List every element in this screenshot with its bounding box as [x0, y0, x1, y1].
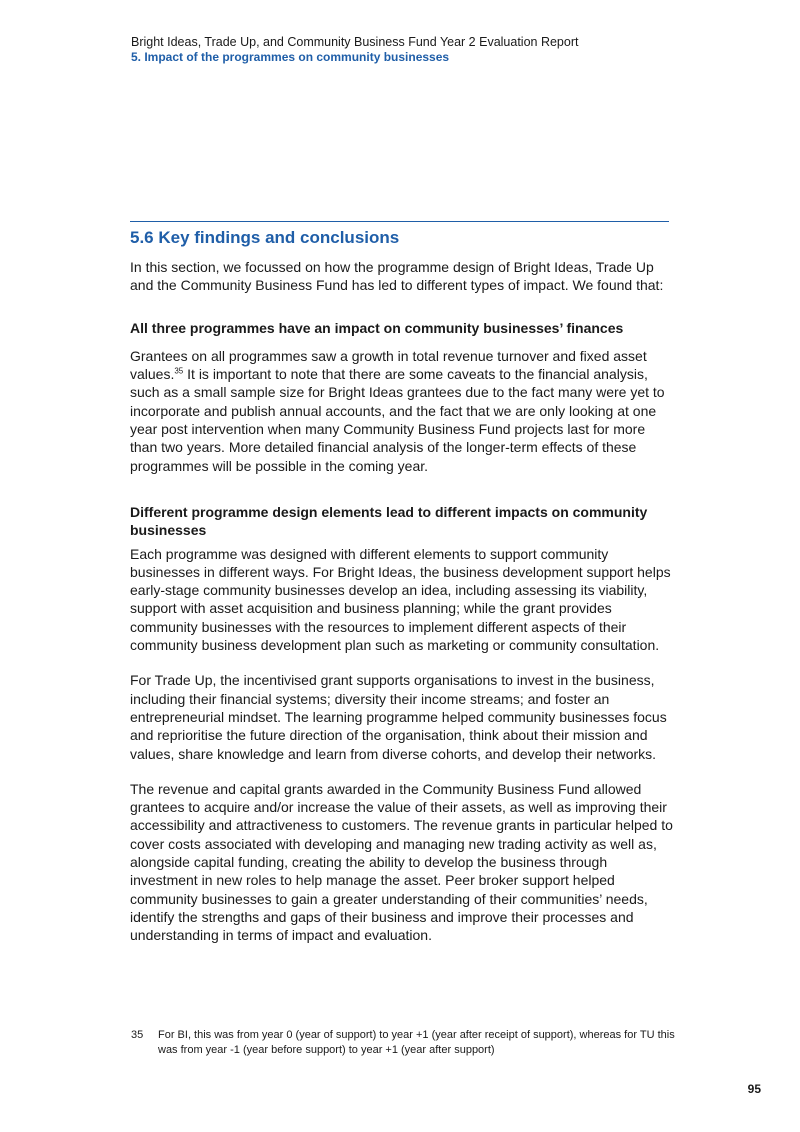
finances-text-end: It is important to note that there are some caveats to the financial analysis, such as a small sample size for Bright Ideas grantees due to the fact many were yet to incorporate and publish annual accounts, and the fact that we are only looking at one year post intervention when many Community Business Fund projects last for more than two years. More detailed financial analysis of the longer-term effects of these programmes will be possible in the coming year.: [130, 366, 665, 474]
footnote-text: For BI, this was from year 0 (year of support) to year +1 (year after receipt of support), whereas for TU this was from year -1 (year before support) to year +1 (year after support): [158, 1029, 675, 1056]
page-number: 95: [747, 1082, 761, 1096]
footnote-reference[interactable]: 35: [174, 366, 184, 376]
report-title: Bright Ideas, Trade Up, and Community Business Fund Year 2 Evaluation Report: [131, 35, 579, 49]
finances-paragraph: [130, 347, 675, 475]
running-header: [131, 35, 691, 65]
intro-paragraph: In this section, we focussed on how the programme design of Bright Ideas, Trade Up and the Community Business Fund has led to different types of impact. We found that:: [130, 259, 664, 294]
community-business-fund-paragraph: The revenue and capital grants awarded in the Community Business Fund allowed grantees to acquire and/or increase the value of their assets, as well as improving their accessibility and attractiveness to customers. The revenue grants in particular helped to cover costs associated with developing and managing new trading activity as well as, alongside capital funding, creating the ability to develop the business through investment in new roles to help manage the asset. Peer broker support helped community businesses to gain a greater understanding of their communities’ needs, identify the strengths and gaps of their business and improve their processes and understanding in terms of impact and evaluation.: [130, 780, 673, 944]
subheading-design-elements: Different programme design elements lead to different impacts on community businesses: [130, 503, 648, 539]
section-heading: 5.6 Key findings and conclusions: [130, 228, 400, 247]
footnote-number: 35: [131, 1029, 144, 1041]
section-divider: [130, 221, 669, 222]
chapter-title: 5. Impact of the programmes on community businesses: [131, 50, 450, 64]
footnote: [131, 1028, 691, 1057]
subheading-finances: All three programmes have an impact on community businesses’ finances: [130, 319, 624, 336]
finances-text-start: Grantees on all programmes saw a growth in total revenue turnover and fixed asset values.: [130, 347, 647, 383]
bright-ideas-paragraph: Each programme was designed with different elements to support community businesses in different ways. For Bright Ideas, the business development support helps early-stage community businesses develop an idea, including assessing its viability, support with asset acquisition and business planning; while the grant provides community businesses with the resources to implement different aspects of their community business development plan such as marketing or community consultation.: [130, 545, 671, 654]
trade-up-paragraph: For Trade Up, the incentivised grant supports organisations to invest in the business, including their financial systems; diversity their income streams; and foster an entrepreneurial mindset. The learning programme helped community businesses focus and reprioritise the future direction of the organisation, think about their mission and values, share knowledge and learn from diverse cohorts, and develop their networks.: [130, 672, 667, 762]
main-content: [130, 226, 675, 945]
